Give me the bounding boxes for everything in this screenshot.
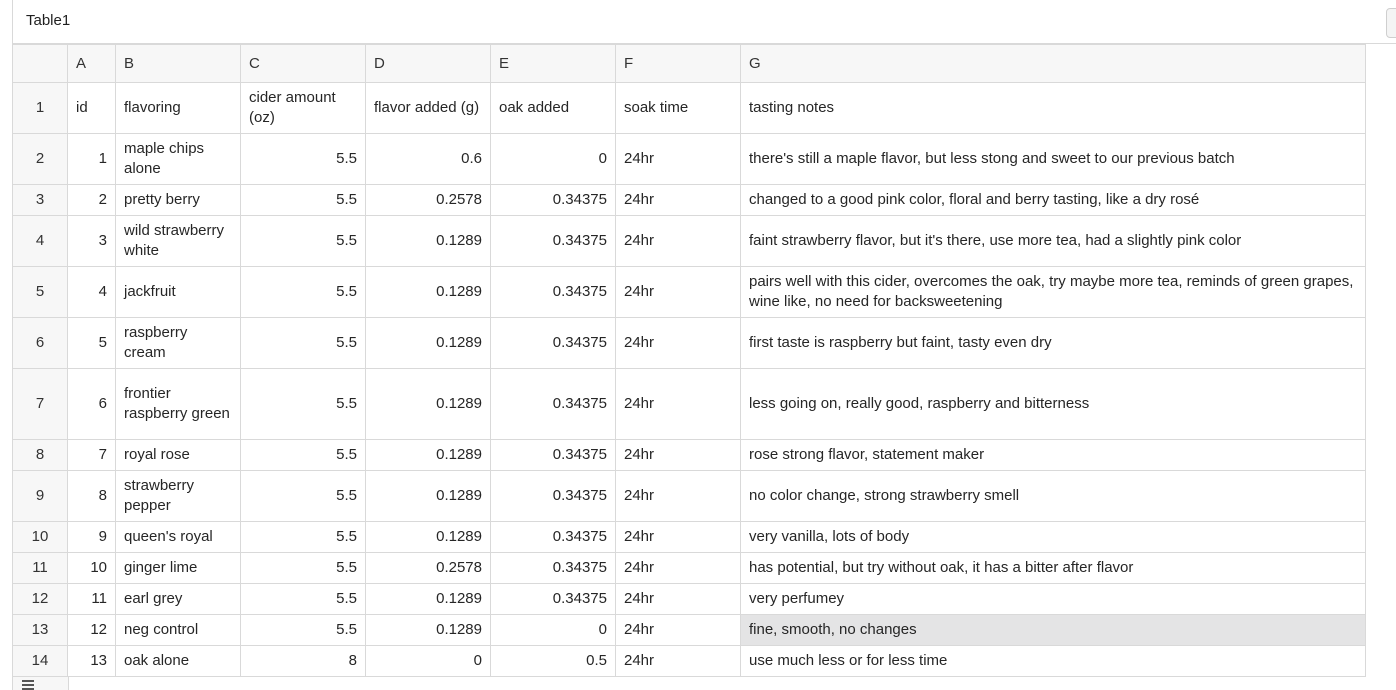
- cell-f[interactable]: 24hr: [616, 584, 741, 615]
- cell-g[interactable]: tasting notes: [741, 83, 1366, 134]
- cell-a[interactable]: 2: [68, 185, 116, 216]
- cell-a[interactable]: 9: [68, 522, 116, 553]
- column-header-b[interactable]: B: [116, 45, 241, 83]
- table-row: [13, 471, 1366, 522]
- cell-g[interactable]: there's still a maple flavor, but less stong and sweet to our previous batch: [741, 134, 1366, 185]
- cell-a[interactable]: 10: [68, 553, 116, 584]
- row-number[interactable]: 7: [13, 369, 68, 440]
- cell-e[interactable]: 0.5: [491, 646, 616, 677]
- table-row: [13, 216, 1366, 267]
- row-number[interactable]: 12: [13, 584, 68, 615]
- cell-c[interactable]: 5.5: [241, 440, 366, 471]
- row-number[interactable]: 1: [13, 83, 68, 134]
- cell-b[interactable]: neg control: [116, 615, 241, 646]
- cell-e[interactable]: 0.34375: [491, 318, 616, 369]
- cell-c[interactable]: 5.5: [241, 522, 366, 553]
- cell-a[interactable]: 6: [68, 369, 116, 440]
- cell-e[interactable]: 0: [491, 615, 616, 646]
- cell-d[interactable]: 0.1289: [366, 267, 491, 318]
- cell-c[interactable]: 8: [241, 646, 366, 677]
- cell-g[interactable]: faint strawberry flavor, but it's there, use more tea, had a slightly pink color: [741, 216, 1366, 267]
- table-row: [13, 185, 1366, 216]
- cell-a[interactable]: 5: [68, 318, 116, 369]
- column-header-a[interactable]: A: [68, 45, 116, 83]
- cell-c[interactable]: 5.5: [241, 134, 366, 185]
- cell-f[interactable]: 24hr: [616, 267, 741, 318]
- cell-g[interactable]: changed to a good pink color, floral and berry tasting, like a dry rosé: [741, 185, 1366, 216]
- cell-d[interactable]: 0.1289: [366, 471, 491, 522]
- cell-f[interactable]: 24hr: [616, 646, 741, 677]
- row-number[interactable]: 9: [13, 471, 68, 522]
- cell-d[interactable]: 0.1289: [366, 440, 491, 471]
- cell-g[interactable]: has potential, but try without oak, it has a bitter after flavor: [741, 553, 1366, 584]
- scroll-handle[interactable]: [1386, 8, 1396, 38]
- cell-b[interactable]: strawberry pepper: [116, 471, 241, 522]
- cell-d[interactable]: flavor added (g): [366, 83, 491, 134]
- cell-d[interactable]: 0.2578: [366, 553, 491, 584]
- cell-c[interactable]: 5.5: [241, 553, 366, 584]
- row-number[interactable]: 13: [13, 615, 68, 646]
- cell-c[interactable]: 5.5: [241, 216, 366, 267]
- cell-f[interactable]: 24hr: [616, 216, 741, 267]
- cell-b[interactable]: frontier raspberry green: [116, 369, 241, 440]
- cell-e[interactable]: 0.34375: [491, 185, 616, 216]
- cell-a[interactable]: 4: [68, 267, 116, 318]
- cell-e[interactable]: oak added: [491, 83, 616, 134]
- cell-b[interactable]: oak alone: [116, 646, 241, 677]
- cell-a[interactable]: id: [68, 83, 116, 134]
- cell-b[interactable]: jackfruit: [116, 267, 241, 318]
- cell-c[interactable]: 5.5: [241, 369, 366, 440]
- cell-g[interactable]: no color change, strong strawberry smell: [741, 471, 1366, 522]
- column-header-c[interactable]: C: [241, 45, 366, 83]
- column-header-e[interactable]: E: [491, 45, 616, 83]
- cell-e[interactable]: 0.34375: [491, 440, 616, 471]
- menu-icon[interactable]: [22, 680, 34, 690]
- cell-b[interactable]: raspberry cream: [116, 318, 241, 369]
- cell-f[interactable]: 24hr: [616, 134, 741, 185]
- row-number[interactable]: 2: [13, 134, 68, 185]
- row-number[interactable]: 5: [13, 267, 68, 318]
- cell-e[interactable]: 0: [491, 134, 616, 185]
- cell-e[interactable]: 0.34375: [491, 471, 616, 522]
- title-bar: [13, 0, 1396, 44]
- row-number[interactable]: 3: [13, 185, 68, 216]
- grid-body: [13, 83, 1366, 677]
- spreadsheet-grid: [12, 44, 1366, 677]
- table-row: [13, 615, 1366, 646]
- column-header-g[interactable]: G: [741, 45, 1366, 83]
- cell-b[interactable]: ginger lime: [116, 553, 241, 584]
- cell-c[interactable]: 5.5: [241, 267, 366, 318]
- cell-g[interactable]: less going on, really good, raspberry and bitterness: [741, 369, 1366, 440]
- cell-c[interactable]: 5.5: [241, 471, 366, 522]
- cell-b[interactable]: wild strawberry white: [116, 216, 241, 267]
- table-row: [13, 522, 1366, 553]
- table-row: [13, 83, 1366, 134]
- cell-f[interactable]: 24hr: [616, 440, 741, 471]
- table-row: [13, 584, 1366, 615]
- row-number[interactable]: 11: [13, 553, 68, 584]
- row-number[interactable]: 10: [13, 522, 68, 553]
- cell-f[interactable]: 24hr: [616, 471, 741, 522]
- table-title: Table1: [26, 12, 71, 29]
- cell-b[interactable]: pretty berry: [116, 185, 241, 216]
- cell-f[interactable]: 24hr: [616, 553, 741, 584]
- cell-d[interactable]: 0.1289: [366, 369, 491, 440]
- cell-f[interactable]: 24hr: [616, 318, 741, 369]
- cell-b[interactable]: maple chips alone: [116, 134, 241, 185]
- table-row: [13, 134, 1366, 185]
- cell-c[interactable]: cider amount (oz): [241, 83, 366, 134]
- cell-f[interactable]: 24hr: [616, 185, 741, 216]
- cell-e[interactable]: 0.34375: [491, 522, 616, 553]
- cell-d[interactable]: 0.1289: [366, 522, 491, 553]
- table-row: [13, 646, 1366, 677]
- cell-f[interactable]: 24hr: [616, 522, 741, 553]
- cell-a[interactable]: 7: [68, 440, 116, 471]
- cell-a[interactable]: 12: [68, 615, 116, 646]
- cell-e[interactable]: 0.34375: [491, 369, 616, 440]
- cell-g[interactable]: pairs well with this cider, overcomes the oak, try maybe more tea, reminds of green grapes, wine like, no need for backsweetening: [741, 267, 1366, 318]
- table-row: [13, 318, 1366, 369]
- cell-b[interactable]: queen's royal: [116, 522, 241, 553]
- column-header-d[interactable]: D: [366, 45, 491, 83]
- cell-f[interactable]: 24hr: [616, 369, 741, 440]
- table-row: [13, 553, 1366, 584]
- row-number[interactable]: 4: [13, 216, 68, 267]
- cell-a[interactable]: 8: [68, 471, 116, 522]
- cell-g[interactable]: use much less or for less time: [741, 646, 1366, 677]
- cell-g[interactable]: fine, smooth, no changes: [741, 615, 1366, 646]
- cell-e[interactable]: 0.34375: [491, 553, 616, 584]
- row-number[interactable]: 14: [13, 646, 68, 677]
- cell-f[interactable]: 24hr: [616, 615, 741, 646]
- cell-b[interactable]: flavoring: [116, 83, 241, 134]
- cell-d[interactable]: 0.1289: [366, 615, 491, 646]
- column-header-f[interactable]: F: [616, 45, 741, 83]
- cell-c[interactable]: 5.5: [241, 584, 366, 615]
- cell-a[interactable]: 13: [68, 646, 116, 677]
- cell-g[interactable]: rose strong flavor, statement maker: [741, 440, 1366, 471]
- table-row: [13, 369, 1366, 440]
- cell-c[interactable]: 5.5: [241, 615, 366, 646]
- cell-a[interactable]: 1: [68, 134, 116, 185]
- table-row: [13, 267, 1366, 318]
- cell-d[interactable]: 0.1289: [366, 318, 491, 369]
- cell-g[interactable]: first taste is raspberry but faint, tasty even dry: [741, 318, 1366, 369]
- cell-d[interactable]: 0.1289: [366, 584, 491, 615]
- cell-d[interactable]: 0.1289: [366, 216, 491, 267]
- corner-cell[interactable]: [13, 45, 68, 83]
- cell-c[interactable]: 5.5: [241, 318, 366, 369]
- row-number[interactable]: 6: [13, 318, 68, 369]
- cell-e[interactable]: 0.34375: [491, 216, 616, 267]
- cell-e[interactable]: 0.34375: [491, 267, 616, 318]
- cell-d[interactable]: 0.6: [366, 134, 491, 185]
- cell-b[interactable]: earl grey: [116, 584, 241, 615]
- cell-e[interactable]: 0.34375: [491, 584, 616, 615]
- cell-d[interactable]: 0: [366, 646, 491, 677]
- row-number[interactable]: 8: [13, 440, 68, 471]
- cell-a[interactable]: 11: [68, 584, 116, 615]
- cell-b[interactable]: royal rose: [116, 440, 241, 471]
- cell-a[interactable]: 3: [68, 216, 116, 267]
- column-header-row: [13, 45, 1366, 83]
- cell-f[interactable]: soak time: [616, 83, 741, 134]
- cell-g[interactable]: very vanilla, lots of body: [741, 522, 1366, 553]
- cell-d[interactable]: 0.2578: [366, 185, 491, 216]
- cell-g[interactable]: very perfumey: [741, 584, 1366, 615]
- grid-footer: [12, 677, 69, 690]
- cell-c[interactable]: 5.5: [241, 185, 366, 216]
- table-row: [13, 440, 1366, 471]
